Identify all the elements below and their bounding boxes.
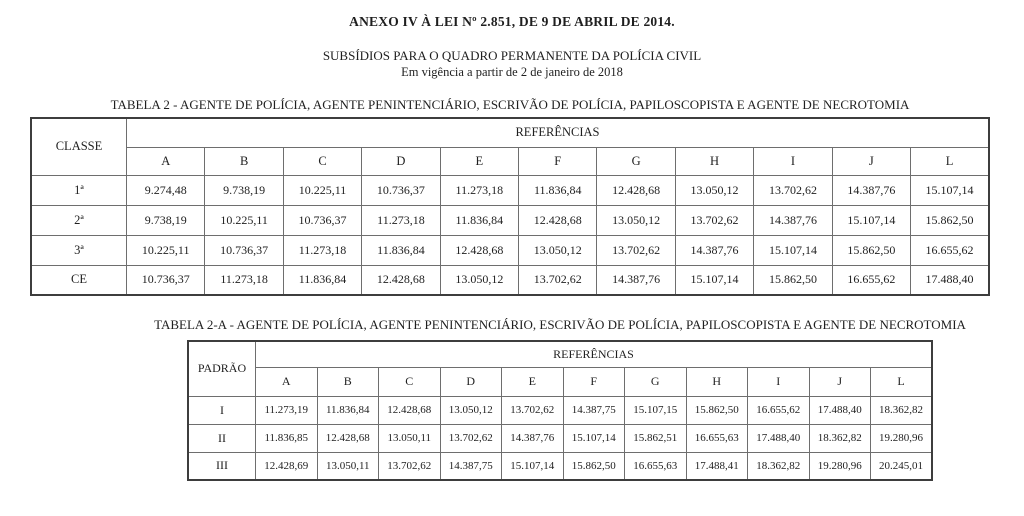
document-title: ANEXO IV À LEI Nº 2.851, DE 9 DE ABRIL DE 2014. (349, 14, 675, 29)
subsidy-value-cell: 13.050,12 (597, 205, 675, 235)
reference-column-header-G: G (625, 367, 687, 396)
subsidy-value-cell: 17.488,40 (911, 265, 989, 295)
reference-column-header-H: H (675, 147, 753, 175)
reference-column-header-F: F (563, 367, 625, 396)
subsidy-value-cell: 15.107,14 (563, 424, 625, 452)
subsidy-value-cell: 11.273,18 (362, 205, 440, 235)
subsidy-value-cell: 12.428,68 (362, 265, 440, 295)
subsidy-value-cell: 13.702,62 (502, 396, 564, 424)
subsidy-value-cell: 11.273,18 (205, 265, 283, 295)
row-label: I (188, 396, 256, 424)
subsidy-value-cell: 14.387,76 (597, 265, 675, 295)
subsidy-value-cell: 10.736,37 (205, 235, 283, 265)
subsidy-value-cell: 9.274,48 (127, 175, 205, 205)
subsidy-value-cell: 13.702,62 (675, 205, 753, 235)
subsidy-value-cell: 10.225,11 (283, 175, 361, 205)
subsidy-value-cell: 15.862,50 (754, 265, 832, 295)
subsidy-value-cell: 13.050,11 (379, 424, 441, 452)
tabela-2a-section (154, 317, 966, 481)
reference-column-header-B: B (317, 367, 379, 396)
reference-column-header-D: D (362, 147, 440, 175)
subsidy-value-cell: 14.387,75 (440, 452, 502, 480)
subsidy-value-cell: 16.655,63 (686, 424, 748, 452)
subsidy-value-cell: 11.836,84 (362, 235, 440, 265)
subsidy-value-cell: 15.107,14 (911, 175, 989, 205)
row-label: 3ª (31, 235, 127, 265)
subsidy-value-cell: 15.107,14 (754, 235, 832, 265)
subsidy-value-cell: 18.362,82 (748, 452, 810, 480)
reference-column-header-B: B (205, 147, 283, 175)
subsidy-value-cell: 15.107,14 (502, 452, 564, 480)
subsidy-value-cell: 12.428,68 (597, 175, 675, 205)
tabela-2a-title: TABELA 2-A - AGENTE DE POLÍCIA, AGENTE PENINTENCIÁRIO, ESCRIVÃO DE POLÍCIA, PAPILOSCOPISTA E AGENTE DE NECROTOMIA (154, 317, 966, 332)
subsidy-value-cell: 15.862,50 (686, 396, 748, 424)
subsidy-value-cell: 19.280,96 (871, 424, 933, 452)
subsidy-value-cell: 14.387,75 (563, 396, 625, 424)
reference-column-header-L: L (911, 147, 989, 175)
subsidy-value-cell: 16.655,62 (911, 235, 989, 265)
tabela-2a (187, 340, 933, 481)
subsidy-value-cell: 13.702,62 (754, 175, 832, 205)
subsidy-value-cell: 13.050,12 (440, 265, 518, 295)
subsidy-value-cell: 19.280,96 (809, 452, 871, 480)
table-row-1ª (31, 175, 989, 205)
subsidy-value-cell: 13.050,11 (317, 452, 379, 480)
row-label: III (188, 452, 256, 480)
table-row-I (188, 396, 932, 424)
subsidy-value-cell: 11.836,85 (256, 424, 318, 452)
subsidy-value-cell: 13.050,12 (675, 175, 753, 205)
reference-column-header-H: H (686, 367, 748, 396)
reference-column-header-L: L (871, 367, 933, 396)
subsidy-value-cell: 16.655,62 (748, 396, 810, 424)
reference-column-header-A: A (127, 147, 205, 175)
subsidy-value-cell: 14.387,76 (675, 235, 753, 265)
reference-column-header-I: I (748, 367, 810, 396)
subsidy-value-cell: 15.862,50 (832, 235, 910, 265)
subsidy-value-cell: 13.702,62 (519, 265, 597, 295)
reference-column-header-D: D (440, 367, 502, 396)
subsidy-value-cell: 18.362,82 (809, 424, 871, 452)
reference-column-header-J: J (832, 147, 910, 175)
subsidy-value-cell: 10.736,37 (127, 265, 205, 295)
subsidy-value-cell: 9.738,19 (127, 205, 205, 235)
reference-column-header-E: E (502, 367, 564, 396)
group-header-row (188, 341, 932, 367)
subsidy-value-cell: 12.428,68 (317, 424, 379, 452)
subsidy-value-cell: 13.050,12 (440, 396, 502, 424)
subsidy-value-cell: 13.702,62 (379, 452, 441, 480)
row-label: 2ª (31, 205, 127, 235)
padrao-column-header: PADRÃO (188, 341, 256, 396)
table-row-CE (31, 265, 989, 295)
reference-letters-row (188, 367, 932, 396)
referencias-header: REFERÊNCIAS (256, 341, 933, 367)
subsidy-value-cell: 13.702,62 (440, 424, 502, 452)
reference-column-header-C: C (379, 367, 441, 396)
row-label: 1ª (31, 175, 127, 205)
subsidy-value-cell: 12.428,68 (519, 205, 597, 235)
subsidy-value-cell: 17.488,40 (748, 424, 810, 452)
subsidy-value-cell: 15.107,14 (832, 205, 910, 235)
table-row-III (188, 452, 932, 480)
subsidy-value-cell: 14.387,76 (754, 205, 832, 235)
subsidy-value-cell: 11.836,84 (440, 205, 518, 235)
subsidy-value-cell: 15.107,15 (625, 396, 687, 424)
subsidy-value-cell: 17.488,40 (809, 396, 871, 424)
subsidy-value-cell: 15.862,50 (911, 205, 989, 235)
subsidy-value-cell: 16.655,63 (625, 452, 687, 480)
subsidy-value-cell: 10.225,11 (205, 205, 283, 235)
subsidy-value-cell: 11.836,84 (519, 175, 597, 205)
table-row-3ª (31, 235, 989, 265)
subsidy-value-cell: 17.488,41 (686, 452, 748, 480)
tabela-2-section (30, 97, 990, 296)
reference-column-header-F: F (519, 147, 597, 175)
document-subtitle: SUBSÍDIOS PARA O QUADRO PERMANENTE DA POLÍCIA CIVIL (322, 48, 702, 63)
reference-column-header-E: E (440, 147, 518, 175)
row-label: CE (31, 265, 127, 295)
subsidy-value-cell: 13.702,62 (597, 235, 675, 265)
classe-column-header: CLASSE (31, 118, 127, 175)
reference-column-header-I: I (754, 147, 832, 175)
subsidy-value-cell: 15.862,50 (563, 452, 625, 480)
subsidy-value-cell: 11.273,19 (256, 396, 318, 424)
subsidy-value-cell: 12.428,68 (440, 235, 518, 265)
subsidy-value-cell: 20.245,01 (871, 452, 933, 480)
subsidy-value-cell: 12.428,69 (256, 452, 318, 480)
tabela-2-body (31, 175, 989, 295)
reference-column-header-C: C (283, 147, 361, 175)
subsidy-value-cell: 11.836,84 (317, 396, 379, 424)
subsidy-value-cell: 9.738,19 (205, 175, 283, 205)
subsidy-value-cell: 13.050,12 (519, 235, 597, 265)
tabela-2 (30, 117, 990, 296)
subsidy-value-cell: 15.862,51 (625, 424, 687, 452)
row-label: II (188, 424, 256, 452)
reference-column-header-A: A (256, 367, 318, 396)
subsidy-value-cell: 14.387,76 (502, 424, 564, 452)
reference-column-header-J: J (809, 367, 871, 396)
group-header-row (31, 118, 989, 147)
table-row-2ª (31, 205, 989, 235)
subsidy-value-cell: 10.736,37 (283, 205, 361, 235)
subsidy-value-cell: 15.107,14 (675, 265, 753, 295)
tabela-2-title: TABELA 2 - AGENTE DE POLÍCIA, AGENTE PENINTENCIÁRIO, ESCRIVÃO DE POLÍCIA, PAPILOSCOPISTA E AGENTE DE NECROTOMIA (110, 97, 910, 112)
subsidy-value-cell: 14.387,76 (832, 175, 910, 205)
subsidy-value-cell: 11.273,18 (283, 235, 361, 265)
reference-letters-row (31, 147, 989, 175)
subsidy-value-cell: 16.655,62 (832, 265, 910, 295)
effective-date-line: Em vigência a partir de 2 de janeiro de 2018 (401, 65, 623, 79)
subsidy-value-cell: 10.736,37 (362, 175, 440, 205)
subsidy-value-cell: 12.428,68 (379, 396, 441, 424)
subsidy-value-cell: 11.273,18 (440, 175, 518, 205)
table-row-II (188, 424, 932, 452)
subsidy-value-cell: 10.225,11 (127, 235, 205, 265)
subsidy-value-cell: 11.836,84 (283, 265, 361, 295)
referencias-header: REFERÊNCIAS (127, 118, 990, 147)
reference-column-header-G: G (597, 147, 675, 175)
tabela-2a-body (188, 396, 932, 480)
subsidy-value-cell: 18.362,82 (871, 396, 933, 424)
